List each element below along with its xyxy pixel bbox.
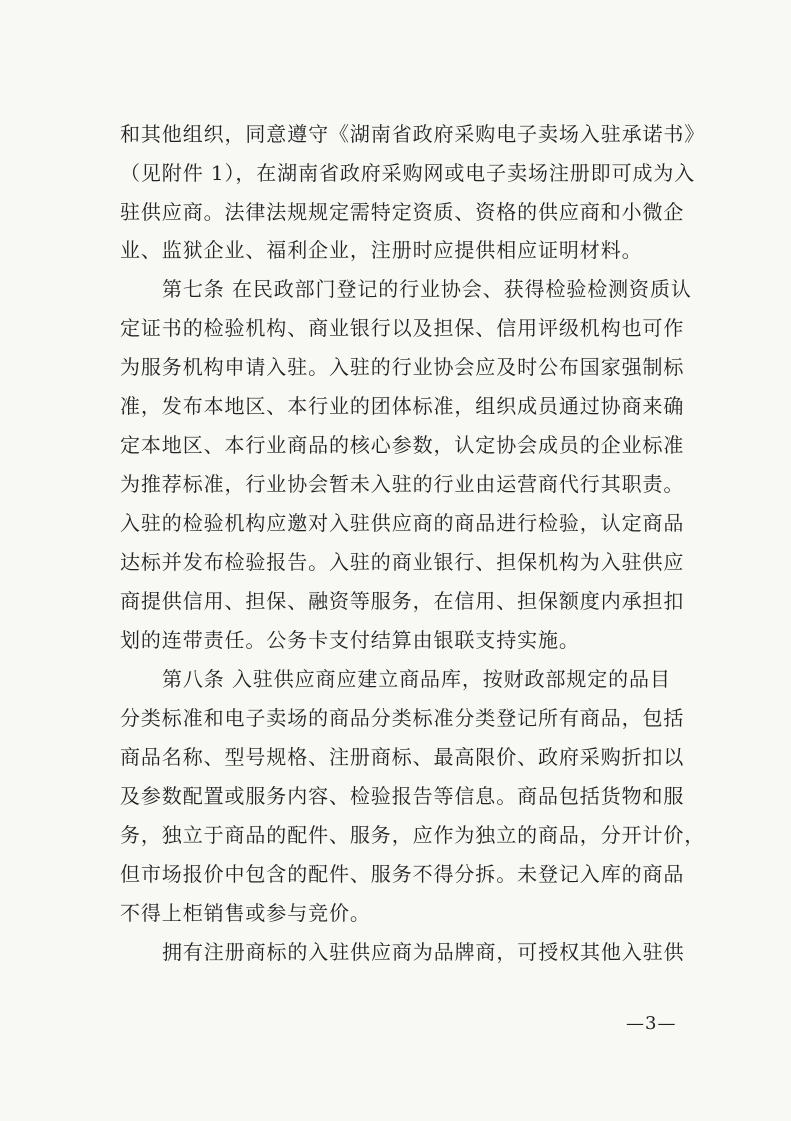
text-line: 为推荐标准，行业协会暂未入驻的行业由运营商代行其职责。 [120, 472, 685, 496]
text-line: 和其他组织，同意遵守《湖南省政府采购电子卖场入驻承诺书》 [120, 122, 706, 146]
text-line: 为服务机构申请入驻。入驻的行业协会应及时公布国家强制标 [120, 355, 685, 379]
text-line: 但市场报价中包含的配件、服务不得分拆。未登记入库的商品 [120, 862, 685, 886]
text-line: 商品名称、型号规格、注册商标、最高限价、政府采购折扣以 [120, 745, 685, 769]
text-line: （见附件 1），在湖南省政府采购网或电子卖场注册即可成为入 [120, 161, 696, 185]
article-8-heading-line: 第八条 入驻供应商应建立商品库，按财政部规定的品目 [162, 667, 671, 691]
text-line: 入驻的检验机构应邀对入驻供应商的商品进行检验，认定商品 [120, 511, 685, 535]
text-line: 拥有注册商标的入驻供应商为品牌商，可授权其他入驻供 [162, 940, 685, 964]
text-line: 驻供应商。法律法规规定需特定资质、资格的供应商和小微企 [120, 200, 685, 224]
text-line: 定证书的检验机构、商业银行以及担保、信用评级机构也可作 [120, 316, 685, 340]
text-line: 商提供信用、担保、融资等服务，在信用、担保额度内承担扣 [120, 589, 685, 613]
text-line: 准，发布本地区、本行业的团体标准，组织成员通过协商来确 [120, 394, 685, 418]
text-line: 不得上柜销售或参与竞价。 [120, 901, 371, 925]
text-line: 分类标准和电子卖场的商品分类标准分类登记所有商品，包括 [120, 706, 685, 730]
page-number: —3— [626, 1013, 677, 1034]
text-line: 及参数配置或服务内容、检验报告等信息。商品包括货物和服 [120, 784, 685, 808]
text-line: 务，独立于商品的配件、服务，应作为独立的商品，分开计价， [120, 823, 706, 847]
text-line: 定本地区、本行业商品的核心参数，认定协会成员的企业标准 [120, 433, 685, 457]
text-line: 业、监狱企业、福利企业，注册时应提供相应证明材料。 [120, 238, 643, 262]
article-7-heading-line: 第七条 在民政部门登记的行业协会、获得检验检测资质认 [162, 277, 692, 301]
text-line: 达标并发布检验报告。入驻的商业银行、担保机构为入驻供应 [120, 550, 685, 574]
text-line: 划的连带责任。公务卡支付结算由银联支持实施。 [120, 628, 580, 652]
